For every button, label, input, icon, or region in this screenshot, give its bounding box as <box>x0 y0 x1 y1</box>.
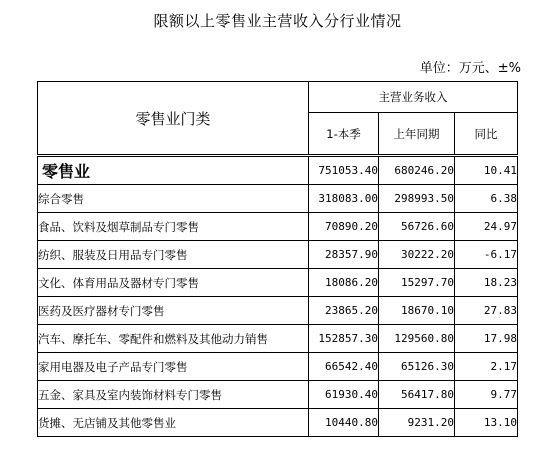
row-name: 家用电器及电子产品专门零售 <box>38 353 309 381</box>
row-yoy: 10.41 <box>455 156 518 185</box>
row-prev-year: 129560.80 <box>379 325 455 353</box>
row-q1: 23865.20 <box>309 297 379 325</box>
row-q1: 61930.40 <box>309 381 379 409</box>
row-name: 文化、体育用品及器材专门零售 <box>38 269 309 297</box>
row-q1: 66542.40 <box>309 353 379 381</box>
table-row <box>38 297 518 325</box>
row-prev-year: 18670.10 <box>379 297 455 325</box>
row-name: 综合零售 <box>38 185 309 213</box>
row-q1: 751053.40 <box>309 156 379 185</box>
header-revenue-group: 主营业务收入 <box>309 82 518 113</box>
row-prev-year: 65126.30 <box>379 353 455 381</box>
header-industry: 零售业门类 <box>38 82 309 156</box>
row-yoy: 13.10 <box>455 409 518 437</box>
header-yoy: 同比 <box>455 113 518 156</box>
row-prev-year: 680246.20 <box>379 156 455 185</box>
row-name: 货摊、无店铺及其他零售业 <box>38 409 309 437</box>
row-name: 零售业 <box>38 156 309 185</box>
row-q1: 18086.20 <box>309 269 379 297</box>
row-yoy: 9.77 <box>455 381 518 409</box>
table-row <box>38 409 518 437</box>
table-row <box>38 185 518 213</box>
header-prev-year: 上年同期 <box>379 113 455 156</box>
row-name: 汽车、摩托车、零配件和燃料及其他动力销售 <box>38 325 309 353</box>
row-prev-year: 56726.60 <box>379 213 455 241</box>
row-yoy: 18.23 <box>455 269 518 297</box>
row-yoy: 2.17 <box>455 353 518 381</box>
row-name: 纺织、服装及日用品专门零售 <box>38 241 309 269</box>
row-yoy: 27.83 <box>455 297 518 325</box>
table-row <box>38 381 518 409</box>
row-q1: 318083.00 <box>309 185 379 213</box>
row-q1: 152857.30 <box>309 325 379 353</box>
table-row <box>38 325 518 353</box>
row-q1: 10440.80 <box>309 409 379 437</box>
row-yoy: 17.98 <box>455 325 518 353</box>
revenue-table <box>37 81 518 437</box>
row-prev-year: 9231.20 <box>379 409 455 437</box>
row-yoy: 6.38 <box>455 185 518 213</box>
row-name: 五金、家具及室内装饰材料专门零售 <box>38 381 309 409</box>
header-q1: 1-本季 <box>309 113 379 156</box>
row-prev-year: 15297.70 <box>379 269 455 297</box>
unit-note: 单位：万元、±% <box>419 61 521 76</box>
row-prev-year: 298993.50 <box>379 185 455 213</box>
row-prev-year: 30222.20 <box>379 241 455 269</box>
table-row <box>38 213 518 241</box>
table-row <box>38 353 518 381</box>
row-prev-year: 56417.80 <box>379 381 455 409</box>
table-row <box>38 269 518 297</box>
table-row <box>38 156 518 185</box>
report-title: 限额以上零售业主营收入分行业情况 <box>153 12 402 30</box>
row-q1: 70890.20 <box>309 213 379 241</box>
row-name: 医药及医疗器材专门零售 <box>38 297 309 325</box>
row-yoy: -6.17 <box>455 241 518 269</box>
row-name: 食品、饮料及烟草制品专门零售 <box>38 213 309 241</box>
table-row <box>38 241 518 269</box>
row-yoy: 24.97 <box>455 213 518 241</box>
row-q1: 28357.90 <box>309 241 379 269</box>
